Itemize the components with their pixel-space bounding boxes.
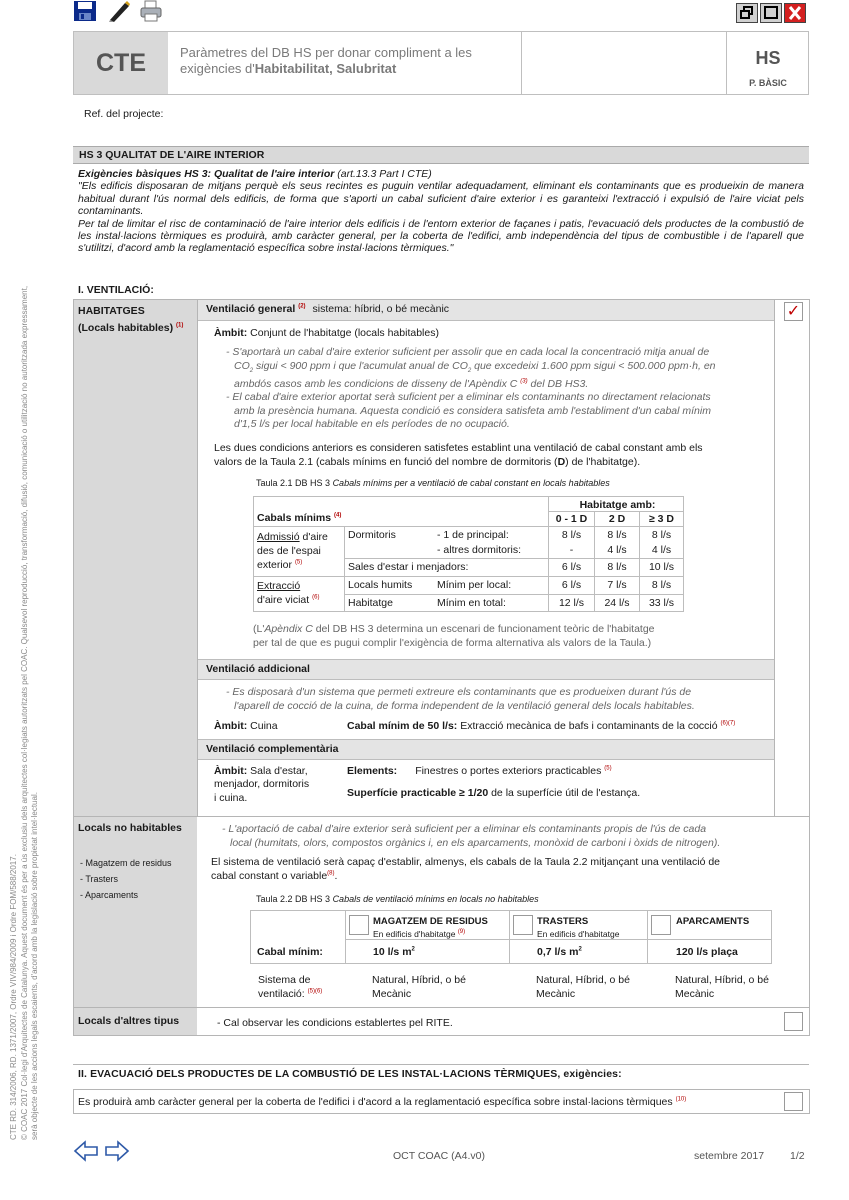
copyright-note: CTE RD. 314/2006, RD. 1371/2007, Ordre VIV/984/2009 i Ordre FOM/588/2017. © COAC 2017 Col·legi d'Arquitectes de Catalunya. Aquest document és per a ús exclusiu dels arquitectes col·legiats autoritzats pel COAC. Qualsevol reproducció, transformació, difusió, comunicació o utilització no autoritzada expressament, serà objecte de les accions legals escaients, d'acord amb la legislació sobre propietat intel·lectual. — [9, 285, 39, 1140]
ambit-general: Àmbit: Conjunt de l'habitatge (locals habitables) — [214, 327, 439, 339]
page-number: 1/2 — [790, 1150, 805, 1162]
ventilacio-complementaria-bar: Ventilació complementària — [198, 739, 774, 760]
footer-date: setembre 2017 — [694, 1150, 765, 1162]
doc-level: P. BÀSIC — [749, 78, 787, 88]
requirement-co2: - S'aportarà un cabal d'aire exterior suficient per assolir que en cada local la concentració mitja anual de $CO_2$ sigui < 900 ppm i que l'acumulat anual de $CO_2$ que excedeixi 1.600 ppm sigui < 500.000 ppm·h, en ambdós casos amb les condicions de disseny de l'Apèndix C $^{(3)}$ del DB HS3. — [226, 346, 716, 391]
no-habitables-system: El sistema de ventilació serà capaç d'establir, almenys, els cabals de la Taula 2.2 mitjançant una ventilació de cabal constant o variable$^{(8)}$. — [211, 856, 721, 882]
table21-caption: Taula 2.1 DB HS 3 Cabals mínims per a ventilació de cabal constant en locals habitables — [256, 478, 610, 488]
hs3-intro: Exigències bàsiques HS 3: Qualitat de l'aire interior (art.13.3 Part I CTE) "Els edificis disposaran de mitjans perquè els seus recintes es puguin ventilar adequadament, eliminant els contaminants que es produeixin de manera habitual durant l'ús normal dels edificis, de forma que s'aporti un cabal suficient d'aire exterior i es garanteixi l'extracció i expulsió de l'aire viciat pels contaminants. Per tal de limitar el risc de contaminació de l'aire interior dels edificis i de l'entorn exterior de façanes i patis, l'evacuació dels productes de la combustió de les instal·lacions tèrmiques es produirà, amb caràcter general, per la coberta de l'edifici, amb independència del tipus de combustible i de l'aparell que s'utilitzi, d'acord amb la reglamentació específica sobre instal·lacions tèrmiques." — [78, 168, 804, 255]
table22-system-label: Sistema de ventilació: $^{(5)(6)}$ — [258, 974, 323, 1000]
restore-icon[interactable] — [736, 3, 758, 23]
ventilacio-heading: I. VENTILACIÓ: — [78, 284, 154, 296]
evacuacio-text: Es produirà amb caràcter general per la coberta de l'edifici i d'acord a la reglamentació específica sobre instal·lacions tèrmiques $^{(10)}$ — [78, 1096, 687, 1108]
admissio-label: Admissió d'aire des de l'espai exterior $^{(5)}$ — [257, 531, 328, 571]
list-item: - Aparcaments — [80, 890, 139, 900]
trasters-system: Natural, Híbrid, o bé Mecànic — [536, 974, 630, 1000]
altres-label: Locals d'altres tipus — [78, 1015, 180, 1027]
document-header — [73, 31, 809, 95]
habitatges-label: HABITATGES — [78, 305, 145, 317]
edit-icon[interactable] — [107, 0, 131, 22]
print-icon[interactable] — [139, 0, 163, 22]
extraccio-label: Extracció d'aire viciat $^{(6)}$ — [257, 580, 320, 606]
project-ref-field[interactable] — [182, 104, 802, 122]
magatzem-checkbox[interactable] — [349, 915, 369, 935]
section-title-hs3: HS 3 QUALITAT DE L'AIRE INTERIOR — [73, 146, 809, 164]
ventilacio-general-bar: Ventilació general $^{(2)}$ sistema: híbrid, o bé mecànic — [198, 300, 774, 321]
footer-center: OCT COAC (A4.v0) — [393, 1150, 485, 1162]
table22-caption: Taula 2.2 DB HS 3 Cabals de ventilació mínims en locals no habitables — [256, 894, 539, 904]
complementaria-superficie: Superfície practicable ≥ 1/20 de la superfície útil de l'estança. — [347, 787, 641, 799]
project-ref-label: Ref. del projecte: — [84, 108, 164, 120]
aparcaments-checkbox[interactable] — [651, 915, 671, 935]
evacuacio-checkbox[interactable] — [784, 1092, 803, 1111]
trasters-checkbox[interactable] — [513, 915, 533, 935]
list-item: - Magatzem de residus — [80, 858, 172, 868]
addicional-cabal: Cabal mínim de 50 l/s: Extracció mecànica de bafs i contaminants de la cocció $^{(6)(7)}$ — [347, 720, 736, 732]
ventilacio-general-checkbox[interactable]: ✓ — [784, 302, 803, 321]
arrow-right-icon[interactable] — [104, 1140, 130, 1162]
complementaria-ambit: Àmbit: Sala d'estar, menjador, dormitoris i cuina. — [214, 765, 310, 804]
header-divider — [521, 32, 522, 94]
maximize-icon[interactable] — [760, 3, 782, 23]
addicional-description: - Es disposarà d'un sistema que permeti extreure els contaminants que es produeixen durant l'ús de l'aparell de cocció de la cuina, de forma independent de la ventilació general dels locals habitables. — [226, 686, 695, 712]
cte-label: CTE — [74, 32, 168, 94]
table22: MAGATZEM DE RESIDUS En edificis d'habitatge $^{(9)}$ TRASTERS En edificis d'habitatge APARCAMENTS Cabal mínim: 10 l/s $m^2$ 0,7 l/s $m^2$ 120 l/s plaça — [250, 910, 772, 964]
list-item: - Trasters — [80, 874, 119, 884]
altres-checkbox[interactable] — [784, 1012, 803, 1031]
habitatges-column — [74, 300, 197, 816]
save-icon[interactable] — [73, 0, 97, 22]
complementaria-elements: Elements: Finestres o portes exteriors practicables $^{(5)}$ — [347, 765, 612, 777]
arrow-left-icon[interactable] — [73, 1140, 99, 1162]
ventilacio-addicional-bar: Ventilació addicional — [198, 659, 774, 680]
no-habitables-description: - L'aportació de cabal d'aire exterior serà suficient per a eliminar els contaminants propis de l'ús de cada local (humitats, olors, compostos orgànics i, en els aparcaments, monòxid de carboni i òxids de nitrogen). — [222, 823, 721, 849]
requirement-pollutants: - El cabal d'aire exterior aportat serà suficient per a eliminar els contaminants no directament relacionats amb la presència humana. Aquesta condició es considera satisfeta amb l'establiment d'un cabal mínim d'1,5 l/s per local habitable en els períodes de no ocupació. — [226, 391, 711, 431]
locals-habitables-label: (Locals habitables) $^{(1)}$ — [78, 322, 184, 334]
no-habitables-label: Locals no habitables — [78, 822, 182, 834]
evacuacio-heading: II. EVACUACIÓ DELS PRODUCTES DE LA COMBUSTIÓ DE LES INSTAL·LACIONS TÈRMIQUES, exigències: — [78, 1068, 622, 1080]
no-habitables-column — [74, 817, 197, 1007]
table21: Habitatge amb: Cabals mínims $^{(4)}$ 0 - 1 D 2 D ≥ 3 D Admissió d'aire des de l'espai exterior $^{(5)}$ Extracció d'aire viciat $^{(6)}$ Dormitoris - 1 de principal: 8 l/s 8 l/s 8 l/s - altres dormitoris: - 4 l/s 4 l/s Sales d'estar i menjadors: 6 l/s 8 l/s 10 l/s Locals humits Mínim per local: 6 l/s 7 l/s 8 l/s Habitatge Mínim en total: 12 l/s 24 l/s 33 l/s — [253, 496, 684, 612]
apendix-note: (L'Apèndix C del DB HS 3 determina un escenari de funcionament teòric de l'habitatge per tal de que es pugui complir l'exigència de forma alternativa als valors de la Taula.) — [253, 623, 655, 649]
altres-text: - Cal observar les condicions establertes pel RITE. — [217, 1017, 453, 1029]
header-title: Paràmetres del DB HS per donar compliment a les exigències d'Habitabilitat, Salubritat — [180, 45, 472, 76]
no-habitables-list — [80, 855, 172, 903]
doc-code: HS — [755, 48, 781, 68]
both-conditions: Les dues condicions anteriors es consideren satisfetes establint una ventilació de cabal constant amb els valors de la Taula 2.1 (cabals mínims en funció del nombre de dormitoris (D) de l'habitatge). — [214, 442, 703, 468]
magatzem-system: Natural, Híbrid, o bé Mecànic — [372, 974, 466, 1000]
close-icon[interactable] — [784, 3, 806, 23]
aparcaments-system: Natural, Híbrid, o bé Mecànic — [675, 974, 769, 1000]
addicional-ambit: Àmbit: Cuina — [214, 720, 278, 732]
